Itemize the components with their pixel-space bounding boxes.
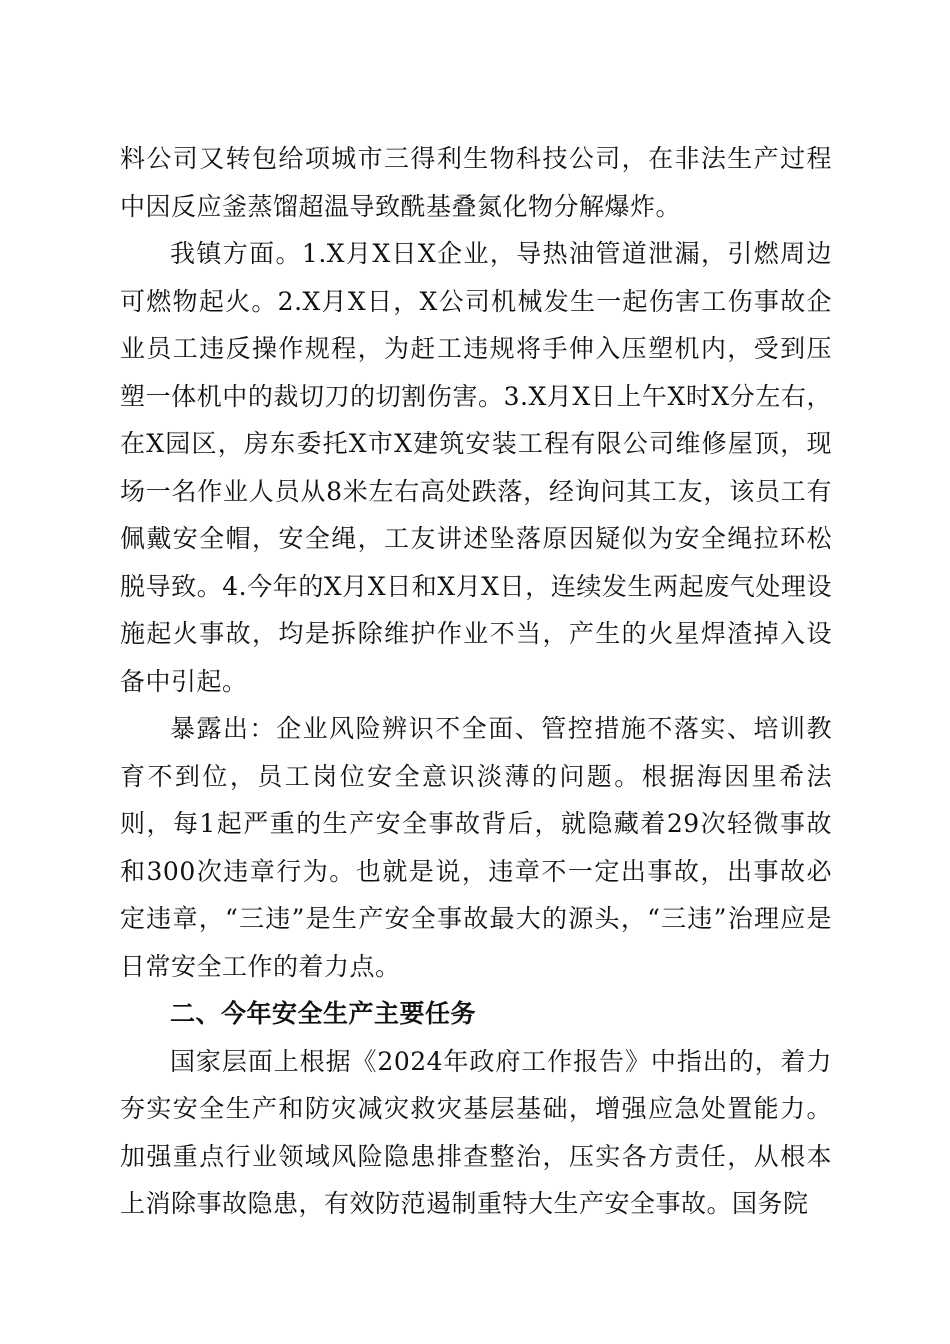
- document-body: [120, 135, 832, 1228]
- paragraph-town-accidents: 我镇方面。1.X月X日X企业，导热油管道泄漏，引燃周边可燃物起火。2.X月X日，X公司机械发生一起伤害工伤事故企业员工违反操作规程，为赶工违规将手伸入压塑机内，受到压塑一体机中的裁切刀的切割伤害。3.X月X日上午X时X分左右，在X园区，房东委托X市X建筑安装工程有限公司维修屋顶，现场一名作业人员从8米左右高处跌落，经询问其工友，该员工有佩戴安全帽，安全绳，工友讲述坠落原因疑似为安全绳拉环松脱导致。4.今年的X月X日和X月X日，连续发生两起废气处理设施起火事故，均是拆除维护作业不当，产生的火星焊渣掉入设备中引起。: [120, 239, 832, 696]
- paragraph-accident-continuation: 料公司又转包给项城市三得利生物科技公司，在非法生产过程中因反应釜蒸馏超温导致酰基叠氮化物分解爆炸。: [120, 144, 832, 221]
- section-heading: 二、今年安全生产主要任务: [170, 999, 477, 1028]
- paragraph-exposed-problems: 暴露出：企业风险辨识不全面、管控措施不落实、培训教育不到位，员工岗位安全意识淡薄的问题。根据海因里希法则，每1起严重的生产安全事故背后，就隐藏着29次轻微事故和300次违章行为。也就是说，违章不一定出事故，出事故必定违章，“三违”是生产安全事故最大的源头，“三违”治理应是日常安全工作的着力点。: [120, 714, 832, 981]
- paragraph-national-tasks: 国家层面上根据《2024年政府工作报告》中指出的，着力夯实安全生产和防灾减灾救灾基层基础，增强应急处置能力。加强重点行业领域风险隐患排查整治，压实各方责任，从根本上消除事故隐患，有效防范遏制重特大生产安全事故。国务院: [120, 1046, 832, 1218]
